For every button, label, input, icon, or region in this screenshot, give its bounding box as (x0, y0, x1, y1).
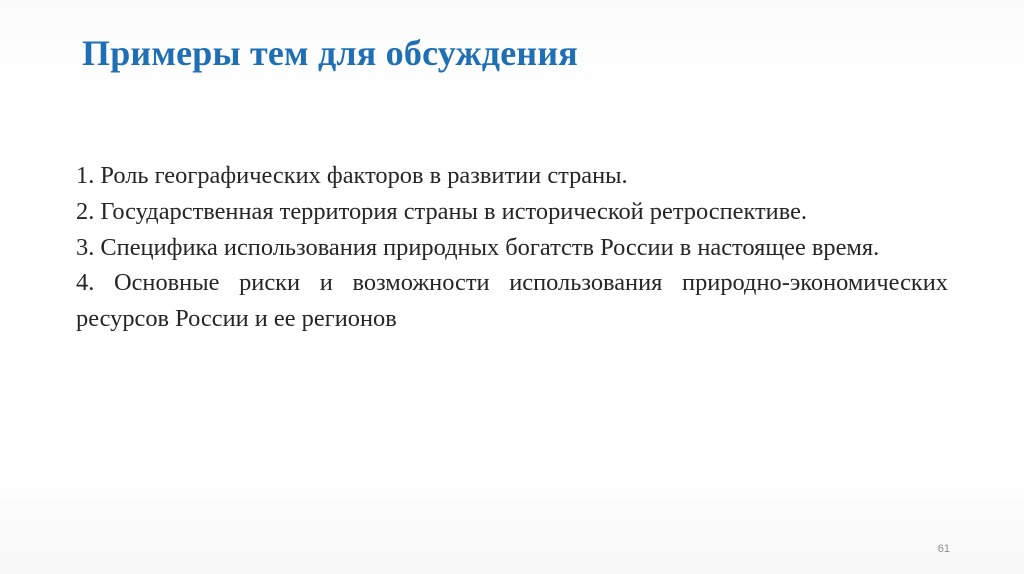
topic-item-1: 1. Роль географических факторов в развитии страны. (76, 162, 628, 189)
slide-title: Примеры тем для обсуждения (82, 33, 578, 73)
topic-item-4: 4. Основные риски и возможности использования природно-экономических ресурсов России и ее регионов (76, 269, 948, 333)
slide-number: 61 (937, 543, 950, 555)
topic-item-2: 2. Государственная территория страны в исторической ретроспективе. (76, 197, 808, 225)
topic-item-3: 3. Специфика использования природных богатств России в настоящее время. (76, 233, 880, 261)
topic-list (76, 158, 948, 337)
